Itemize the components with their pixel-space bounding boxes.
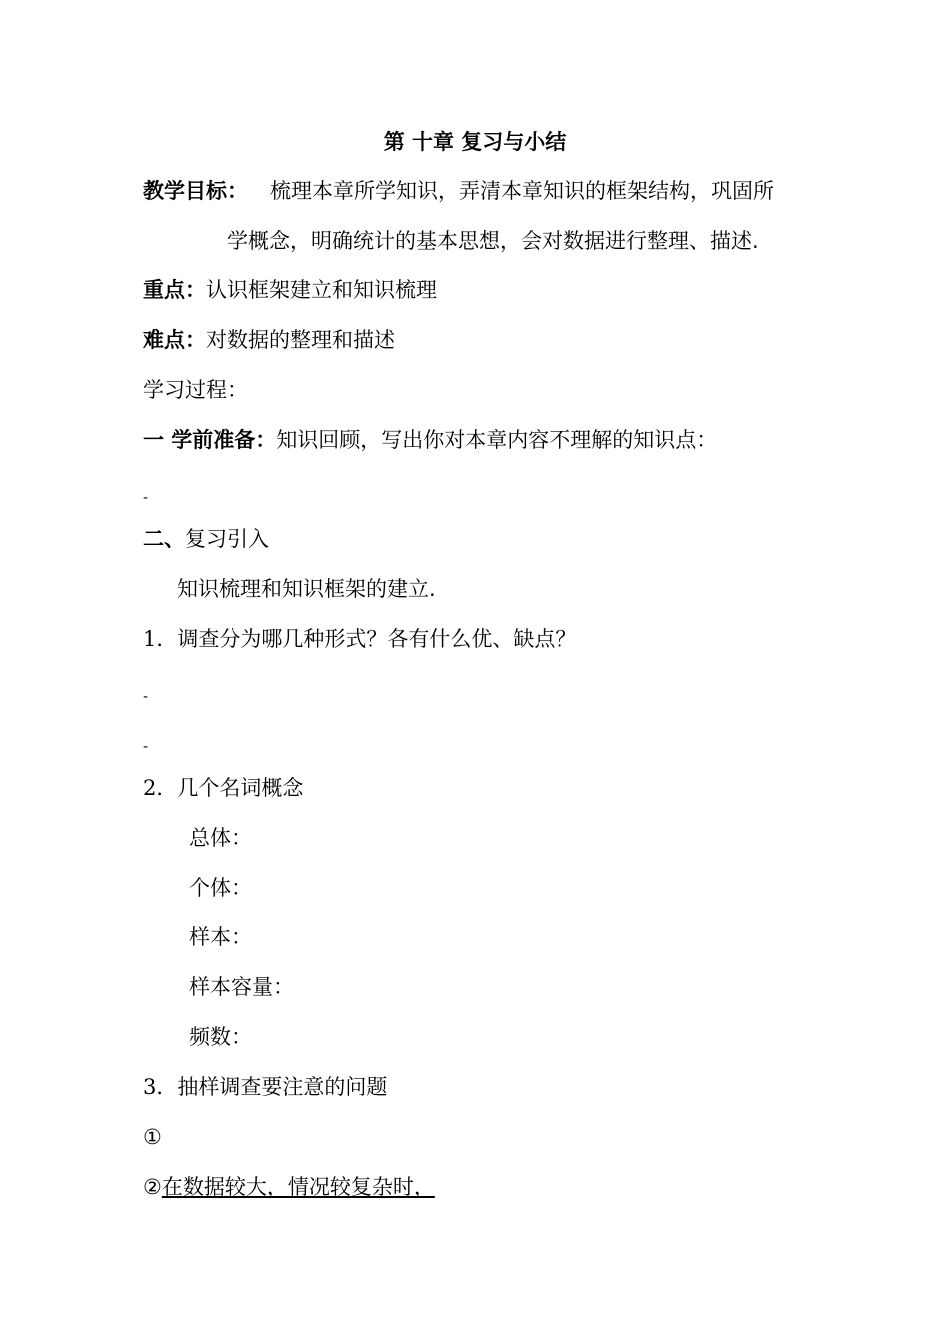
term-sample: 样本： (189, 925, 252, 949)
question-2 (143, 773, 303, 803)
list-item-2 (143, 1172, 435, 1202)
question-1 (143, 624, 576, 654)
blank-mark-1: - (143, 490, 149, 506)
question-1-number: 1． (143, 627, 178, 651)
blank-mark-3: - (143, 739, 149, 755)
difficulty (143, 325, 395, 355)
key-point (143, 275, 437, 305)
blank-mark-2: - (143, 689, 149, 705)
difficulty-label: 难点： (143, 328, 206, 352)
list-item-1: ① (143, 1125, 162, 1149)
section-2-label: 二、 (143, 527, 185, 551)
intro-text: 知识梳理和知识框架的建立. (177, 577, 436, 601)
process-label: 学习过程： (143, 378, 248, 402)
key-point-text: 认识框架建立和知识梳理 (206, 278, 437, 302)
section-1 (143, 425, 717, 455)
key-point-label: 重点： (143, 278, 206, 302)
section-2 (143, 524, 269, 554)
teaching-goal-text-1: 梳理本章所学知识，弄清本章知识的框架结构，巩固所 (270, 179, 774, 203)
teaching-goal-text-2: 学概念，明确统计的基本思想，会对数据进行整理、描述. (227, 229, 759, 253)
question-3-text: 抽样调查要注意的问题 (177, 1075, 388, 1099)
question-2-number: 2． (143, 776, 178, 800)
term-individual: 个体： (189, 876, 252, 900)
question-3 (143, 1072, 387, 1102)
list-item-2-text: 在数据较大，情况较复杂时， (161, 1175, 435, 1199)
term-population: 总体： (189, 826, 252, 850)
teaching-goal-line1 (143, 176, 774, 206)
difficulty-text: 对数据的整理和描述 (206, 328, 395, 352)
section-1-label: 一 学前准备： (143, 428, 277, 452)
question-3-number: 3． (143, 1075, 178, 1099)
term-frequency: 频数： (189, 1025, 252, 1049)
question-1-text: 调查分为哪几种形式？各有什么优、缺点？ (177, 627, 577, 651)
section-2-text: 复习引入 (185, 527, 269, 551)
teaching-goal-label: 教学目标： (143, 179, 248, 203)
list-item-2-marker: ② (143, 1175, 162, 1199)
term-sample-size: 样本容量： (189, 975, 294, 999)
question-2-text: 几个名词概念 (177, 776, 304, 800)
document-title: 第 十章 复习与小结 (383, 130, 567, 154)
section-1-text: 知识回顾，写出你对本章内容不理解的知识点： (276, 428, 718, 452)
